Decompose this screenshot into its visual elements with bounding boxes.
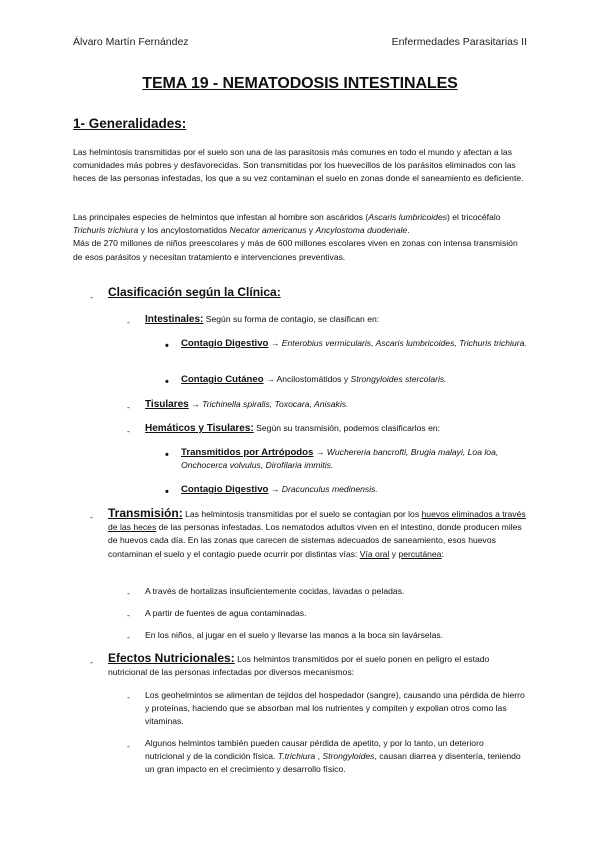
- list-dash: -: [90, 292, 93, 302]
- transmision-item: A partir de fuentes de agua contaminadas.: [145, 608, 307, 618]
- text: Más de 270 millones de niños preescolares y más de 600 millones escolares viven en zonas con intensa transmisión de esos parásitos y necesitan tratamiento e intervenciones preventivas.: [73, 238, 518, 262]
- header-subject: Enfermedades Parasitarias II: [391, 36, 527, 48]
- list-dash: -: [127, 632, 130, 642]
- transmision-item: A través de hortalizas insuficientemente cocidas, lavadas o peladas.: [145, 586, 405, 596]
- text: y: [306, 225, 316, 236]
- arrow: →: [268, 338, 282, 348]
- list-dash: -: [127, 426, 130, 436]
- text: de las personas infestadas. Los nematodos adultos viven en el intestino, donde producen miles de huevos cada día. En las zonas que carecen de sistemas adecuados de saneamiento, esos huevos contaminan el suelo y el contagio puede ocurrir por distintas vías:: [108, 522, 522, 559]
- species-name: Ancylostoma duodenale: [315, 225, 408, 236]
- text: y los ancylostomatidos: [138, 225, 230, 236]
- list-bullet: •: [165, 376, 169, 388]
- transmision-item: En los niños, al jugar en el suelo y llevarse las manos a la boca sin lavárselas.: [145, 630, 444, 640]
- section-heading-efectos: Efectos Nutricionales:: [108, 651, 235, 665]
- text-underlined: percutánea: [398, 548, 442, 559]
- species-list: Enterobius vermicularis, Ascaris lumbricoides, Trichuris trichiura.: [281, 338, 527, 348]
- list-bullet: •: [165, 340, 169, 352]
- cutaneo-text: → Ancilostomátidos y: [263, 374, 351, 384]
- list-dash: -: [127, 317, 130, 327]
- artropodos-row: [181, 446, 531, 472]
- text-underlined: Vía oral: [359, 548, 390, 559]
- text: Las helmintosis transmitidas por el suelo se contagian por los: [182, 509, 422, 519]
- species-list: Trichinella spiralis, Toxocara, Anisakis.: [202, 399, 349, 409]
- header-author: Álvaro Martín Fernández: [73, 36, 189, 48]
- list-dash: -: [127, 741, 130, 751]
- intestinales-row: [145, 313, 525, 326]
- species-name: Necator americanus: [229, 225, 307, 236]
- intestinales-text: Según su forma de contagio, se clasifican en:: [203, 314, 380, 324]
- section-heading-clasificacion: Clasificación según la Clínica:: [108, 285, 281, 299]
- efectos-paragraph: [108, 652, 530, 679]
- list-dash: -: [90, 512, 93, 522]
- hematicos-label: Hemáticos y Tisulares:: [145, 423, 254, 434]
- contagio-cutaneo-label: Contagio Cutáneo: [181, 374, 264, 385]
- transmision-paragraph: [108, 507, 530, 561]
- list-dash: -: [127, 402, 130, 412]
- text: .: [407, 225, 410, 236]
- text: y: [389, 548, 399, 559]
- species-name: Dracunculus medinensis.: [281, 484, 378, 494]
- contagio-digestivo-label: Contagio Digestivo: [181, 484, 269, 495]
- text: Las principales especies de helmintos que infestan al hombre son ascáridos (: [73, 212, 369, 222]
- list-bullet: •: [165, 486, 169, 498]
- efectos-item: Los geohelmintos se alimentan de tejidos del hospedador (sangre), causando una pérdida de hierro y proteínas, haciendo que se absorban mal los nutrientes y compiten y expolian otros como las vitaminas.: [145, 690, 525, 727]
- species-list: Wuchereria bancrofti, Brugia malayi, Loa loa, Onchocerca volvulus, Dirofilaria immitis.: [181, 447, 499, 471]
- text: :: [441, 548, 444, 559]
- page-title: TEMA 19 - NEMATODOSIS INTESTINALES: [142, 75, 458, 92]
- tisulares-label: Tisulares: [145, 399, 189, 410]
- list-dash: -: [127, 588, 130, 598]
- species-name: Strongyloides stercolaris.: [350, 374, 447, 384]
- contagio-digestivo-2-row: [181, 483, 531, 496]
- list-dash: -: [127, 692, 130, 702]
- text: , causan diarrea y disentería, teniendo un gran impacto en el crecimiento y desarrollo físico.: [145, 751, 521, 775]
- hematicos-text: Según su transmisión, podemos clasificarlos en:: [253, 423, 441, 433]
- contagio-digestivo-label: Contagio Digestivo: [181, 338, 269, 349]
- text: ) el tricocéfalo: [447, 212, 501, 222]
- text: ,: [315, 751, 323, 762]
- text: Los helmintos transmitidos por el suelo ponen en peligro el estado nutricional de las personas infectadas por diversos mecanismos:: [108, 654, 490, 678]
- tisulares-row: [145, 398, 525, 411]
- list-dash: -: [127, 610, 130, 620]
- contagio-cutaneo-row: [181, 373, 531, 386]
- arrow: →: [188, 399, 203, 409]
- paragraph-species: [73, 211, 529, 264]
- artropodos-label: Transmitidos por Artrópodos: [181, 447, 314, 458]
- species-name: Trichuris trichiura: [73, 225, 139, 236]
- species-name: T.trichiura: [277, 751, 316, 762]
- list-bullet: •: [165, 449, 169, 461]
- arrow: →: [268, 484, 282, 494]
- clasificacion-heading-row: [108, 286, 528, 300]
- contagio-digestivo-row: [181, 337, 531, 350]
- hematicos-row: [145, 422, 530, 435]
- species-name: Ascaris lumbricoides: [368, 212, 448, 222]
- arrow: →: [313, 447, 327, 457]
- text: Algunos helmintos también pueden causar pérdida de apetito, y por lo tanto, un deterioro nutricional y de la condición física.: [145, 738, 484, 762]
- intestinales-label: Intestinales:: [145, 314, 204, 325]
- species-name: Strongyloides: [322, 751, 375, 762]
- section-heading-generalidades: 1- Generalidades:: [73, 116, 187, 131]
- list-dash: -: [90, 657, 93, 667]
- text-underlined: huevos eliminados a través de las heces: [108, 509, 526, 533]
- efectos-item: [145, 737, 525, 777]
- section-heading-transmision: Transmisión:: [108, 506, 183, 520]
- paragraph-intro: Las helmintosis transmitidas por el suelo son una de las parasitosis más comunes en todo el mundo y afectan a las comunidades más pobres y desfavorecidas. Son transmitidas por los huevecillos de los parásitos eliminados con las heces de las personas infestadas, los que a su vez contaminan el suelo en zonas donde el saneamiento es deficiente.: [73, 147, 524, 184]
